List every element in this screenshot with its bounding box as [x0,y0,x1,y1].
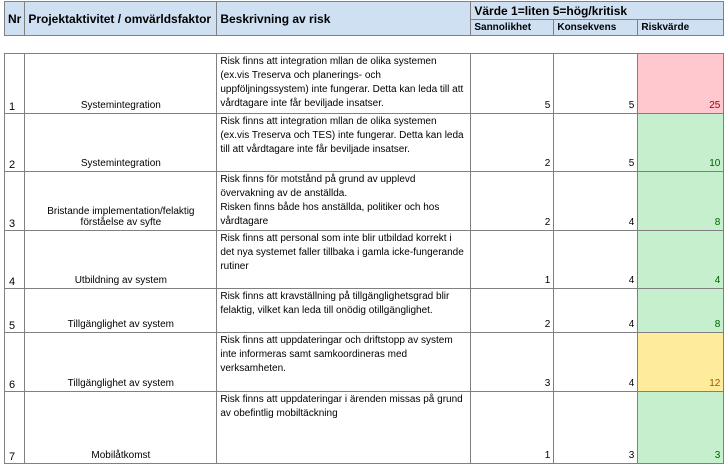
row-probability: 1 [471,392,554,464]
header-value-group: Värde 1=liten 5=hög/kritisk [471,2,724,20]
row-nr: 6 [5,333,25,392]
row-consequence: 4 [554,172,638,231]
row-nr: 7 [5,392,25,464]
row-activity: Bristande implementation/felaktig förståelse av syfte [25,172,217,231]
row-consequence: 4 [554,333,638,392]
header-consequence: Konsekvens [554,20,638,36]
table-row [5,289,724,333]
row-nr: 2 [5,114,25,172]
row-probability: 2 [471,172,554,231]
row-risk-value: 3 [638,392,724,464]
row-description: Risk finns för motstånd på grund av upplevd övervakning av de anställda. Risken finns både hos anställda, politiker och hos vårdtagare [217,172,471,231]
header-risk-value: Riskvärde [638,20,724,36]
header-nr: Nr [5,2,25,36]
row-description: Risk finns att uppdateringar och driftstopp av system inte informeras samt samkoordineras med verksamheten. [217,333,471,392]
row-activity: Systemintegration [25,114,217,172]
table-row [5,231,724,289]
row-description: Risk finns att integration mllan de olika systemen (ex.vis Treserva och planerings- och uppföljningssystem) inte fungerar. Detta kan leda till att vårdtagare inte får beviljade insatser. [217,54,471,114]
row-activity: Mobilåtkomst [25,392,217,464]
row-consequence: 5 [554,54,638,114]
row-probability: 2 [471,114,554,172]
risk-table [4,1,724,464]
row-activity: Utbildning av system [25,231,217,289]
row-activity: Tillgänglighet av system [25,333,217,392]
row-probability: 5 [471,54,554,114]
table-row [5,392,724,464]
row-probability: 2 [471,289,554,333]
row-risk-value: 10 [638,114,724,172]
row-consequence: 4 [554,289,638,333]
risk-rows [5,54,724,464]
table-row [5,172,724,231]
row-consequence: 5 [554,114,638,172]
row-activity: Tillgänglighet av system [25,289,217,333]
row-nr: 4 [5,231,25,289]
row-consequence: 3 [554,392,638,464]
row-nr: 1 [5,54,25,114]
row-risk-value: 25 [638,54,724,114]
row-description: Risk finns att personal som inte blir utbildad korrekt i det nya systemet faller tillbaka i gamla icke-fungerande rutiner [217,231,471,289]
row-description: Risk finns att integration mllan de olika systemen (ex.vis Treserva och TES) inte fungerar. Detta kan leda till att vårdtagare inte får beviljade insatser. [217,114,471,172]
spacer-row [5,36,724,54]
header-probability: Sannolikhet [471,20,554,36]
row-consequence: 4 [554,231,638,289]
row-description: Risk finns att uppdateringar i ärenden missas på grund av obefintlig mobiltäckning [217,392,471,464]
row-probability: 3 [471,333,554,392]
row-risk-value: 4 [638,231,724,289]
table-row [5,54,724,114]
table-row [5,333,724,392]
row-nr: 3 [5,172,25,231]
row-probability: 1 [471,231,554,289]
row-description: Risk finns att kravställning på tillgänglighetsgrad blir felaktig, vilket kan leda till onödig otillgänglighet. [217,289,471,333]
row-activity: Systemintegration [25,54,217,114]
row-nr: 5 [5,289,25,333]
header-activity: Projektaktivitet / omvärldsfaktor [25,2,217,36]
row-risk-value: 12 [638,333,724,392]
row-risk-value: 8 [638,289,724,333]
table-row [5,114,724,172]
row-risk-value: 8 [638,172,724,231]
header-description: Beskrivning av risk [217,2,471,36]
